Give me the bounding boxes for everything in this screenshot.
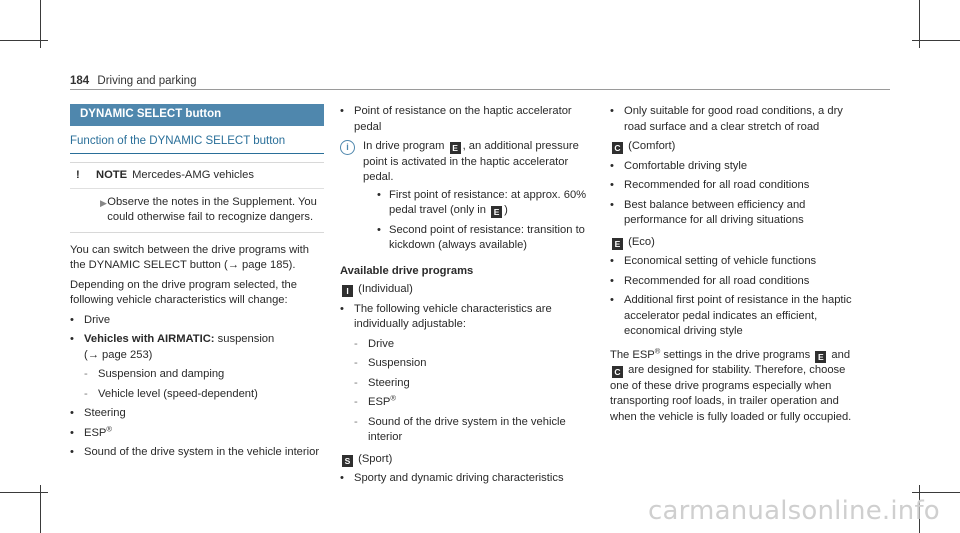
list-item-text: Best balance between efficiency and performance for all driving situations — [624, 198, 806, 226]
column-middle — [340, 104, 594, 491]
note-body — [70, 189, 324, 232]
sub-list-item — [354, 356, 594, 372]
page-reference-link[interactable]: (→ page 253) — [84, 348, 153, 361]
list-item-text: ESP — [84, 426, 107, 439]
sub-item-text: First point of resistance: at approx. 60% pedal travel (only in — [389, 188, 587, 216]
list-item-text: Additional first point of resistance in the haptic accelerator pedal indicates an efficient, economical driving style — [624, 294, 852, 337]
sub-item-text: Suspension — [368, 357, 427, 369]
list-item-text: Drive — [84, 313, 111, 326]
info-note — [340, 139, 594, 258]
section-heading: Available drive programs — [340, 264, 474, 277]
sub-item-text: Steering — [368, 376, 410, 389]
bullet: • — [377, 223, 381, 236]
column-right — [610, 104, 864, 429]
program-name: (Comfort) — [628, 140, 676, 152]
list-item-text: Sound of the drive system in the vehicle interior — [84, 446, 320, 458]
header-divider — [70, 89, 890, 90]
bullet: • — [70, 333, 74, 345]
sub-item-text: Sound of the drive system in the vehicle interior — [368, 415, 566, 443]
bullet: • — [340, 302, 344, 315]
list-item — [610, 293, 864, 340]
paragraph-text: are designed for stability. Therefore, choose one of these drive programs especially when transporting roof loads, in trailer operation and when the vehicle is fully loaded or fully occupied. — [610, 364, 852, 423]
registered-mark: ® — [106, 423, 112, 433]
dash: - — [354, 396, 358, 408]
program-label — [340, 282, 594, 298]
note-text: Observe the notes in the Supplement. You could otherwise fail to recognize dangers. — [107, 195, 317, 223]
list-item-text: Only suitable for good road conditions, a dry road surface and a clear stretch of road — [624, 105, 843, 133]
note-heading: Mercedes-AMG vehicles — [132, 169, 254, 181]
section-title-bar: DYNAMIC SELECT button — [70, 104, 324, 126]
bullet: • — [610, 179, 614, 191]
program-label — [340, 452, 594, 468]
list-item — [340, 104, 594, 135]
list-item-text: The following vehicle characteristics are individually adjustable: — [354, 302, 552, 330]
dash: - — [354, 415, 358, 428]
sub-item-text: Second point of resistance: transition to kickdown (always available) — [389, 223, 585, 251]
list-item-text: Steering — [84, 407, 126, 419]
list-item — [610, 198, 864, 229]
dash: - — [354, 357, 358, 369]
list-item — [610, 159, 864, 175]
bullet: • — [377, 188, 381, 201]
subsection-title: Function of the DYNAMIC SELECT button — [70, 134, 324, 155]
paragraph — [610, 345, 864, 426]
paragraph-text: settings in the drive programs — [660, 348, 814, 361]
bullet: • — [70, 407, 74, 419]
comfort-key-icon: C — [612, 366, 623, 378]
list-item — [610, 254, 864, 270]
dash: - — [84, 368, 88, 380]
list-item-text: Sporty and dynamic driving characteristics — [354, 472, 564, 484]
sub-list-item — [354, 376, 594, 392]
sub-list-item — [354, 337, 594, 353]
crop-mark — [912, 492, 960, 493]
bullet: • — [70, 426, 74, 439]
program-name: (Individual) — [358, 283, 413, 295]
sub-list-item — [377, 188, 594, 219]
list-item — [340, 302, 594, 333]
sub-list-item — [377, 223, 594, 254]
sport-key-icon: S — [342, 455, 353, 467]
info-text: , an additional pressure point is activated in the haptic accelerator pedal. — [363, 140, 579, 183]
note-box — [70, 162, 324, 233]
crop-mark — [0, 40, 48, 41]
list-item — [70, 445, 324, 461]
list-item — [610, 274, 864, 290]
individual-key-icon: I — [342, 285, 353, 297]
sub-item-text: ESP — [368, 396, 391, 408]
bullet: • — [610, 274, 614, 287]
program-name: (Sport) — [358, 452, 393, 465]
list-item — [70, 406, 324, 422]
eco-key-icon: E — [815, 351, 826, 363]
list-item-text: Recommended for all road conditions — [624, 179, 810, 191]
sub-item-text: ) — [504, 204, 508, 216]
list-item — [70, 332, 324, 363]
bullet: • — [340, 105, 344, 117]
program-label — [610, 139, 864, 155]
eco-key-icon: E — [450, 142, 461, 154]
comfort-key-icon: C — [612, 142, 623, 154]
list-item — [70, 423, 324, 442]
dash: - — [354, 337, 358, 350]
list-item-text: Recommended for all road conditions — [624, 274, 810, 287]
eco-key-icon: E — [612, 238, 623, 250]
sub-list-item — [84, 367, 324, 383]
bullet: • — [70, 446, 74, 458]
list-item — [340, 471, 594, 487]
registered-mark: ® — [390, 393, 396, 403]
list-item — [70, 313, 324, 329]
crop-mark — [0, 492, 48, 493]
page-header — [70, 74, 196, 90]
page-number: 184 — [70, 75, 90, 87]
sub-list-item — [354, 395, 594, 411]
paragraph: You can switch between the drive programs with the DYNAMIC SELECT button (→ page 185). — [70, 243, 310, 271]
sub-item-text: Vehicle level (speed-dependent) — [98, 387, 258, 400]
triangle-right-icon: ▶ — [100, 197, 107, 208]
crop-mark — [912, 40, 960, 41]
sub-item-text: Drive — [368, 337, 395, 350]
list-item — [610, 104, 864, 135]
sub-item-text: Suspension and damping — [98, 368, 225, 380]
sub-list-item — [354, 415, 594, 446]
column-left — [70, 104, 324, 465]
list-item-text: Economical setting of vehicle functions — [624, 255, 817, 267]
bullet: • — [70, 313, 74, 326]
dash: - — [84, 387, 88, 400]
note-label: NOTE — [96, 169, 128, 181]
dash: - — [354, 376, 358, 389]
list-item-emphasis: Vehicles with AIRMATIC: — [84, 333, 215, 345]
info-icon: i — [340, 140, 355, 155]
list-item-text: Point of resistance on the haptic accelerator pedal — [354, 105, 572, 133]
list-item-text: Comfortable driving style — [624, 159, 748, 172]
bullet: • — [610, 255, 614, 267]
sub-list-item — [84, 387, 324, 403]
program-label — [610, 235, 864, 251]
bullet: • — [610, 159, 614, 172]
info-text: In drive program — [363, 140, 445, 152]
paragraph-text: and — [831, 348, 851, 361]
list-item — [610, 178, 864, 194]
eco-key-icon: E — [491, 206, 502, 218]
bullet: • — [610, 198, 614, 211]
program-name: (Eco) — [628, 235, 655, 248]
section-title: Driving and parking — [97, 75, 197, 87]
watermark: carmanualsonline.info — [648, 496, 940, 526]
list-item-text: suspension — [214, 333, 275, 345]
note-header — [70, 163, 324, 189]
bullet: • — [610, 294, 614, 306]
bullet: • — [340, 472, 344, 484]
bullet: • — [610, 105, 614, 117]
registered-mark: ® — [654, 345, 661, 355]
paragraph-text: The ESP — [610, 348, 655, 361]
paragraph: Depending on the drive program selected, the following vehicle characteristics will change: — [70, 278, 298, 306]
warning-icon: ! — [76, 169, 80, 181]
